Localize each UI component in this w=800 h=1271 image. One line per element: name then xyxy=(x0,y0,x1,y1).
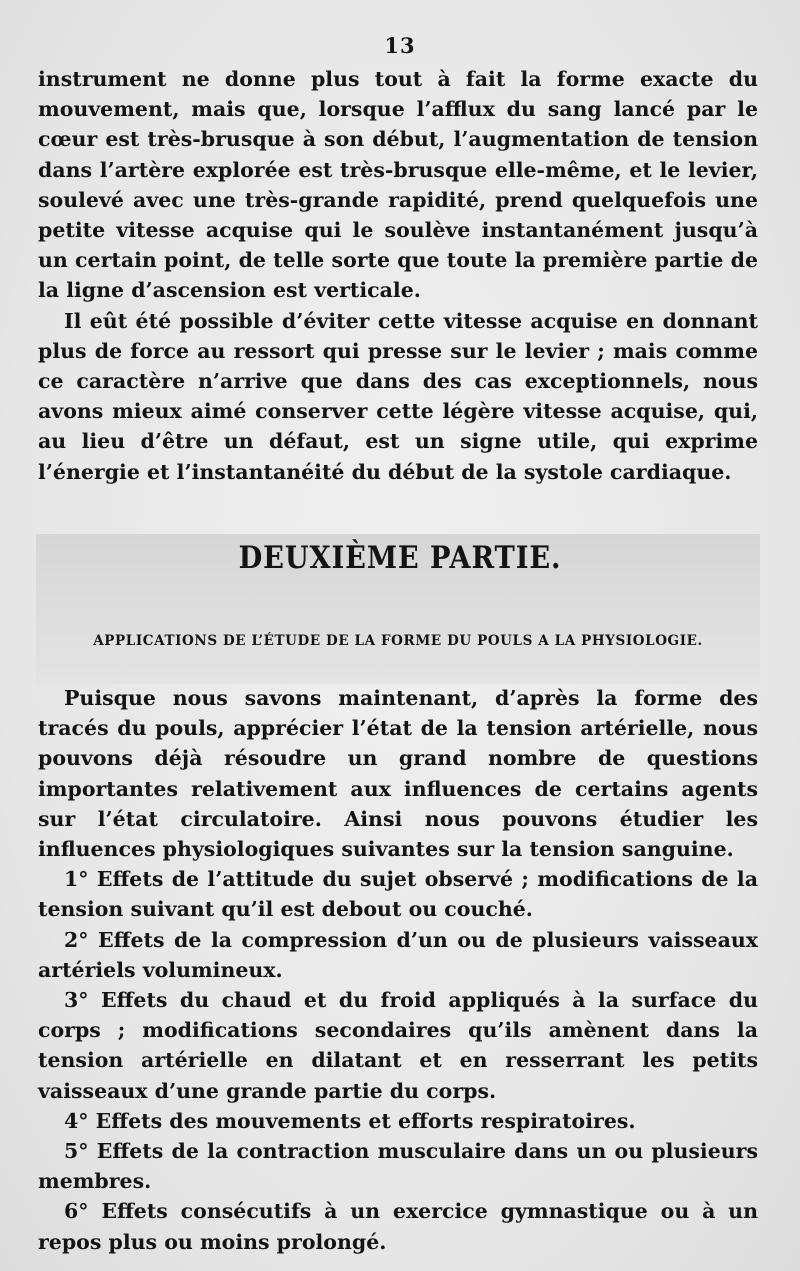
list-item: 4° Effets des mouvements et efforts respiratoires. xyxy=(64,1108,636,1133)
part-subtitle: APPLICATIONS DE L’ÉTUDE DE LA FORME DU POULS A LA PHYSIOLOGIE. xyxy=(93,633,703,649)
paragraph: Il eût été possible d’éviter cette vitesse acquise en donnant plus de force au ressort qui presse sur le levier ; mais comme ce caractère n’arrive que dans des cas exceptionnels, nous avons mieux aimé conserver cette légère vitesse acquise, qui, au lieu d’être un défaut, est un signe utile, qui exprime l’énergie et l’instantanéité du début de la systole cardiaque. xyxy=(38,308,758,484)
intro-paragraph: Puisque nous savons maintenant, d’après la forme des tracés du pouls, apprécier l’état de la tension artérielle, nous pouvons déjà résoudre un grand nombre de questions importantes relativement aux influences de certains agents sur l’état circulatoire. Ainsi nous pouvons étudier les influences physiologiques suivantes sur la tension sanguine. xyxy=(38,686,758,862)
section-continuation xyxy=(38,64,758,487)
list-item: 3° Effets du chaud et du froid appliqués à la surface du corps ; modifications secondaires qu’ils amènent dans la tension artérielle en dilatant et en resserrant les petits vaisseaux d’une grande partie du corps. xyxy=(38,988,758,1103)
list-item: 5° Effets de la contraction musculaire dans un ou plusieurs membres. xyxy=(38,1139,758,1194)
paragraph: instrument ne donne plus tout à fait la forme exacte du mouvement, mais que, lorsque l’afflux du sang lancé par le cœur est très-brusque à son début, l’augmentation de tension dans l’artère explorée est très-brusque elle-même, et le levier, soulevé avec une très-grande rapidité, prend quelquefois une petite vitesse acquise qui le soulève instantanément jusqu’à un certain point, de telle sorte que toute la première partie de la ligne d’ascension est verticale. xyxy=(38,67,758,303)
list-item: 1° Effets de l’attitude du sujet observé ; modifications de la tension suivant qu’il est debout ou couché. xyxy=(38,867,758,922)
list-item: 6° Effets consécutifs à un exercice gymnastique ou à un repos plus ou moins prolongé. xyxy=(38,1199,758,1254)
part-title: DEUXIÈME PARTIE. xyxy=(238,540,562,576)
page-number: 13 xyxy=(384,33,416,58)
list-item: 2° Effets de la compression d’un ou de plusieurs vaisseaux artériels volumineux. xyxy=(38,927,758,982)
section-body xyxy=(38,683,758,1257)
